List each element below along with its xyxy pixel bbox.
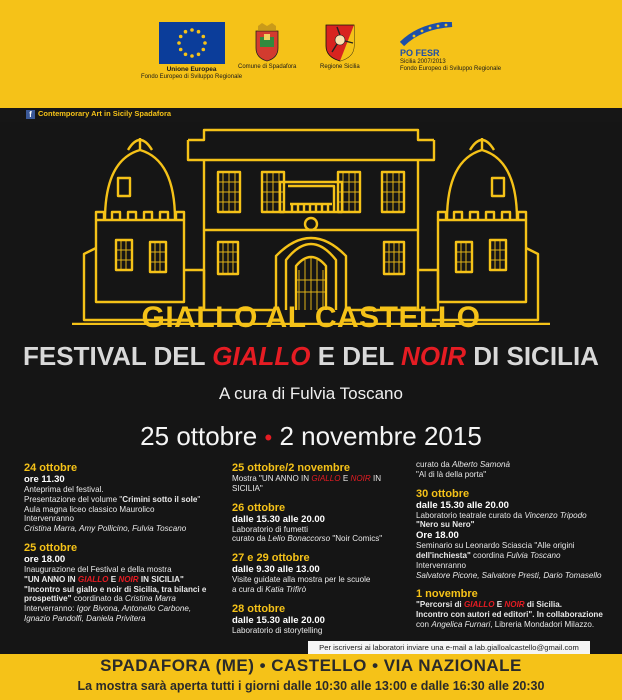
eu-star-icon xyxy=(178,48,182,52)
subtitle-part: E DEL xyxy=(310,341,402,371)
date-separator: • xyxy=(264,425,273,450)
subtitle-part: FESTIVAL DEL xyxy=(23,341,213,371)
subtitle-part: DI SICILIA xyxy=(466,341,599,371)
eu-star-icon xyxy=(203,41,207,45)
sicily-trinacria-icon xyxy=(323,22,357,62)
event-line: prospettive" coordinato da Cristina Marra xyxy=(24,594,176,604)
event-date: 1 novembre xyxy=(416,588,478,601)
event-line: "Nero su Nero" xyxy=(416,520,475,530)
event-line: "Incontro sul giallo e noir di Sicilia, tra bilanci e xyxy=(24,584,207,594)
pofesr-stars-icon xyxy=(400,22,454,48)
festival-title: GIALLO AL CASTELLO xyxy=(141,301,481,334)
eu-star-icon xyxy=(190,54,194,58)
event-date: 28 ottobre xyxy=(232,602,286,615)
event-date: 26 ottobre xyxy=(232,501,286,514)
eu-flag-icon xyxy=(159,22,225,64)
event-date: 24 ottobre xyxy=(24,462,78,474)
eu-star-icon xyxy=(201,48,205,52)
program-column-2 xyxy=(232,460,412,636)
event-line: curato da Lelio Bonaccorso "Noir Comics" xyxy=(232,534,383,544)
event-line: Presentazione del volume "Crimini sotto il sole" xyxy=(24,494,201,504)
facebook-icon[interactable]: f xyxy=(26,110,35,119)
eu-star-icon xyxy=(196,53,200,57)
event-line: dell'inchiesta" coordina Fulvia Toscano xyxy=(416,550,561,560)
event-time: dalle 15.30 alle 20.00 xyxy=(232,614,325,626)
event-line: Laboratorio di storytelling xyxy=(232,625,323,635)
event-line: con Angelica Furnari, Libreria Mondadori Milazzo. xyxy=(416,619,595,629)
event-line: Laboratorio di fumetti xyxy=(232,524,309,534)
date-start: 25 ottobre xyxy=(140,421,258,451)
eu-star-icon xyxy=(201,35,205,39)
eu-star-icon xyxy=(177,41,181,45)
event-line: Ignazio Pandolfi, Daniela Privitera xyxy=(24,613,146,623)
event-line: Visite guidate alla mostra per le scuole xyxy=(232,575,371,585)
facebook-page-label[interactable]: Contemporary Art in Sicily Spadafora xyxy=(38,109,172,118)
event-time: dalle 15.30 alle 20.00 xyxy=(232,513,325,525)
event-line: "Percorsi di GIALLO E NOIR di Sicilia. xyxy=(416,600,562,610)
event-line: Intervenranno xyxy=(416,560,466,570)
exhibition-hours: La mostra sarà aperta tutti i giorni dalle 10:30 alle 13:00 e dalle 16:30 alle 20:30 xyxy=(77,679,545,693)
eu-star-icon xyxy=(196,30,200,34)
eu-logo-caption: Fondo Europeo di Sviluppo Regionale xyxy=(141,74,243,80)
event-line: Aula magna liceo classico Maurolico xyxy=(24,504,155,514)
event-time: Ore 18.00 xyxy=(416,530,459,542)
event-line: Mostra "UN ANNO IN GIALLO E NOIR IN SICILIA" xyxy=(232,474,382,493)
event-line: Anteprima del festival. xyxy=(24,485,104,494)
event-time: ore 11.30 xyxy=(24,474,65,485)
sicilia-logo-name: Regione Sicilia xyxy=(320,64,360,70)
program-column-1 xyxy=(24,460,224,624)
event-date: 30 ottobre xyxy=(416,487,470,500)
event-line: "UN ANNO IN GIALLO E NOIR IN SICILIA" xyxy=(24,574,184,584)
event-time: ore 18.00 xyxy=(24,553,66,565)
event-time: dalle 9.30 alle 13.00 xyxy=(232,564,320,576)
event-line: Intervenranno xyxy=(24,514,74,524)
event-line: Inaugurazione del Festival e della mostra xyxy=(24,564,172,574)
spadafora-logo-name: Comune di Spadafora xyxy=(238,64,297,70)
event-time: dalle 15.30 alle 20.00 xyxy=(416,499,509,511)
event-line: Incontro con autori ed editori". In collaborazione xyxy=(416,610,603,620)
event-date: 25 ottobre xyxy=(24,541,78,554)
spadafora-coat-of-arms-icon xyxy=(250,22,284,62)
event-line: "Al di là della porta" xyxy=(416,469,487,479)
eu-star-icon xyxy=(183,30,187,34)
event-line: Interverranno: Igor Bivona, Antonello Carbone, xyxy=(24,604,192,614)
event-date: 25 ottobre/2 novembre xyxy=(232,462,350,474)
eu-star-icon xyxy=(190,28,194,32)
event-line: Laboratorio teatrale curato da Vincenzo Tripodo xyxy=(416,510,587,520)
festival-subtitle xyxy=(0,341,622,372)
pofesr-logo-subtitle: Sicilia 2007/2013 xyxy=(400,59,446,65)
eu-logo-name: Unione Europea xyxy=(166,66,217,73)
venue-address: SPADAFORA (ME) • CASTELLO • VIA NAZIONALE xyxy=(100,656,522,675)
event-line: Cristina Marra, Amy Pollicino, Fulvia Toscano xyxy=(24,524,187,534)
date-end: 2 novembre 2015 xyxy=(279,421,482,451)
subtitle-noir: NOIR xyxy=(401,341,467,371)
eu-star-icon xyxy=(178,35,182,39)
pofesr-logo-name: PO FESR xyxy=(400,48,440,58)
festival-dates xyxy=(0,421,622,452)
program-column-3 xyxy=(416,460,616,630)
event-line: Salvatore Picone, Salvatore Presti, Dario Tomasello xyxy=(416,570,602,580)
eu-logo xyxy=(141,22,242,81)
logo-band xyxy=(0,0,622,108)
eu-star-icon xyxy=(183,53,187,57)
signup-email-notice[interactable]: Per iscriversi ai laboratori inviare una e-mail a lab.gialloalcastello@gmail.com xyxy=(308,641,590,654)
event-line: a cura di Katia Trifirò xyxy=(232,584,307,594)
pofesr-logo-caption: Fondo Europeo di Sviluppo Regionale xyxy=(400,66,502,72)
sicilia-logo xyxy=(320,22,360,71)
pofesr-logo xyxy=(400,22,501,73)
event-line: Seminario su Leonardo Sciascia "Alle origini xyxy=(416,541,575,551)
spadafora-logo xyxy=(238,22,296,71)
castle-illustration xyxy=(0,120,622,325)
event-line: curato da Alberto Samonà xyxy=(416,460,511,469)
curator-line: A cura di Fulvia Toscano xyxy=(219,384,403,403)
subtitle-giallo: GIALLO xyxy=(212,341,311,371)
event-date: 27 e 29 ottobre xyxy=(232,552,310,565)
